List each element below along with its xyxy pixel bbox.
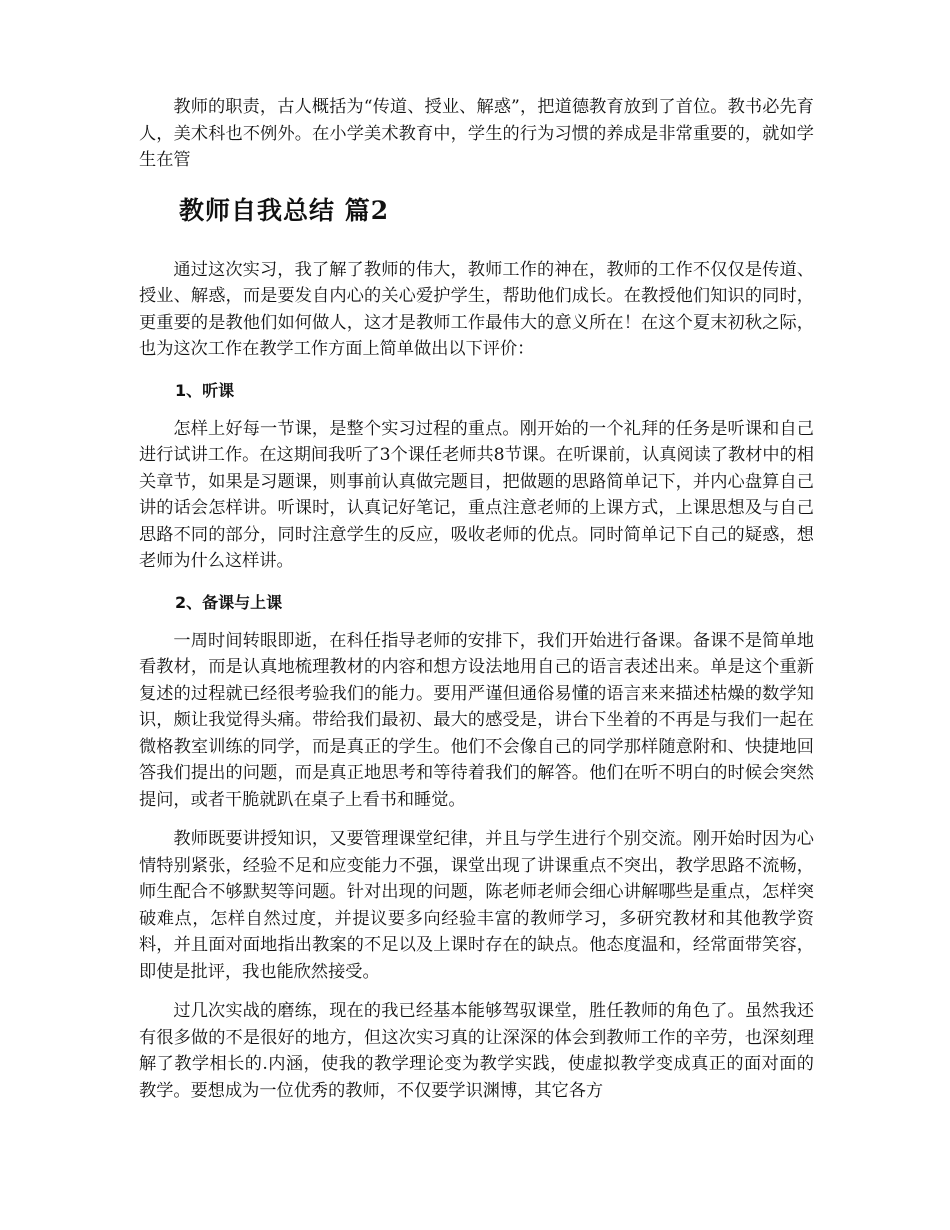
body-paragraph-2: 怎样上好每一节课，是整个实习过程的重点。刚开始的一个礼拜的任务是听课和自己进行试讲工作。在这期间我听了3个课任老师共8节课。在听课前，认真阅读了教材中的相关章节，如果是习题课，则事前认真做完题目，把做题的思路简单记下，并内心盘算自己讲的话会怎样讲。听课时，认真记好笔记，重点注意老师的上课方式，上课思想及与自己思路不同的部分，同时注意学生的反应，吸收老师的优点。同时简单记下自己的疑惑，想老师为什么这样讲。 — [139, 418, 814, 571]
body-paragraph-1: 通过这次实习，我了解了教师的伟大，教师工作的神在，教师的工作不仅仅是传道、授业、解惑，而是要发自内心的关心爱护学生，帮助他们成长。在教授他们知识的同时，更重要的是教他们如何做人，这才是教师工作最伟大的意义所在！在这个夏末初秋之际，也为这次工作在教学工作方面上简单做出以下评价： — [139, 259, 814, 359]
section-title: 教师自我总结 篇2 — [179, 195, 390, 225]
subheading-lesson-prep: 2、备课与上课 — [175, 592, 283, 612]
intro-paragraph: 教师的职责，古人概括为“传道、授业、解惑”，把道德教育放到了首位。教书必先育人，美术科也不例外。在小学美术教育中，学生的行为习惯的养成是非常重要的，就如学生在管 — [139, 97, 814, 170]
body-paragraph-4: 教师既要讲授知识，又要管理课堂纪律，并且与学生进行个别交流。刚开始时因为心情特别紧张，经验不足和应变能力不强，课堂出现了讲课重点不突出，教学思路不流畅，师生配合不够默契等问题。针对出现的问题，陈老师老师会细心讲解哪些是重点，怎样突破难点，怎样自然过度，并提议要多向经验丰富的教师学习，多研究教材和其他教学资料，并且面对面地指出教案的不足以及上课时存在的缺点。他态度温和，经常面带笑容，即使是批评，我也能欣然接受。 — [139, 829, 814, 982]
body-paragraph-5: 过几次实战的磨练，现在的我已经基本能够驾驭课堂，胜任教师的角色了。虽然我还有很多做的不是很好的地方，但这次实习真的让深深的体会到教师工作的辛劳，也深刻理解了教学相长的.内涵，使我的教学理论变为教学实践，使虚拟教学变成真正的面对面的教学。要想成为一位优秀的教师，不仅要学识渊博，其它各方 — [139, 1001, 814, 1101]
document-page — [139, 94, 814, 1104]
body-paragraph-3: 一周时间转眼即逝，在科任指导老师的安排下，我们开始进行备课。备课不是简单地看教材，而是认真地梳理教材的内容和想方设法地用自己的语言表述出来。单是这个重新复述的过程就已经很考验我们的能力。要用严谨但通俗易懂的语言来来描述枯燥的数学知识，颇让我觉得头痛。带给我们最初、最大的感受是，讲台下坐着的不再是与我们一起在微格教室训练的同学，而是真正的学生。他们不会像自己的同学那样随意附和、快捷地回答我们提出的问题，而是真正地思考和等待着我们的解答。他们在听不明白的时候会突然提问，或者干脆就趴在桌子上看书和睡觉。 — [139, 630, 814, 810]
subheading-listening: 1、听课 — [175, 380, 235, 400]
